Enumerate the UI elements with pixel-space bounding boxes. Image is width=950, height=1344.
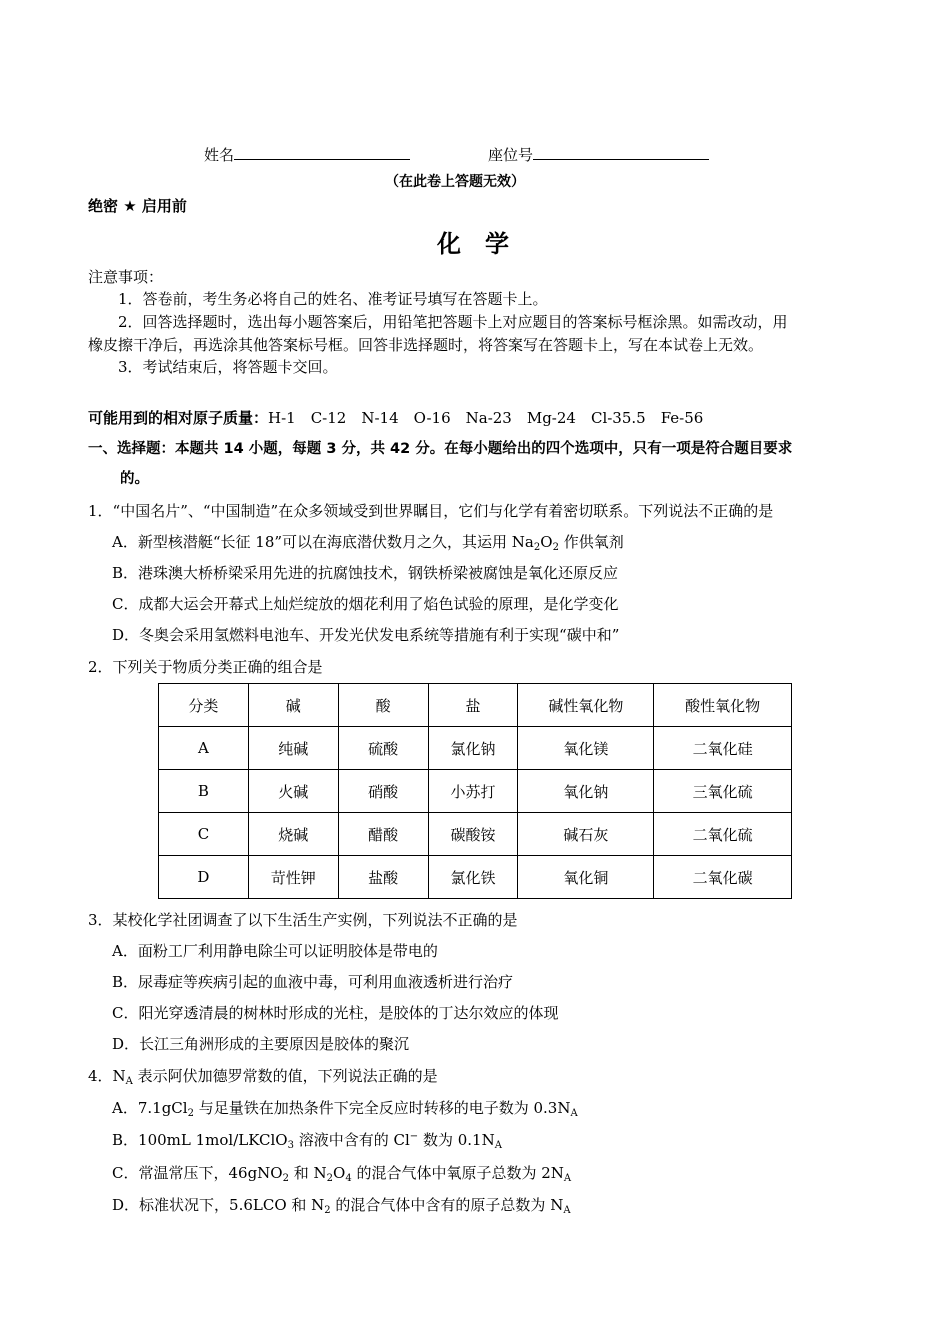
- table-cell: 醋酸: [338, 813, 428, 856]
- note-item-2-cont: 橡皮擦干净后，再选涂其他答案标号框。回答非选择题时，将答案写在答题卡上，写在本试卷上无效。: [88, 336, 764, 354]
- q1-option-d: D．冬奥会采用氢燃料电池车、开发光伏发电系统等措施有利于实现“碳中和”: [112, 626, 620, 644]
- table-cell: 苛性钾: [248, 856, 338, 899]
- name-label: 姓名: [204, 146, 235, 164]
- name-field: [204, 145, 410, 163]
- table-cell: 烧碱: [248, 813, 338, 856]
- classification-table: [158, 683, 792, 899]
- table-header-cell: 分类: [159, 684, 249, 727]
- seat-blank: [533, 145, 709, 160]
- table-cell: 碱石灰: [518, 813, 654, 856]
- table-header-cell: 酸性氧化物: [654, 684, 792, 727]
- q3-stem: 3．某校化学社团调查了以下生活生产实例，下列说法不正确的是: [88, 911, 518, 929]
- table-cell: 氯化钠: [428, 727, 518, 770]
- table-cell: 小苏打: [428, 770, 518, 813]
- secret-label: 绝密 ★ 启用前: [88, 197, 187, 215]
- q4-option-a: A．7.1gCl$_2$ 与足量铁在加热条件下完全反应时转移的电子数为 $0.3N_A$: [112, 1099, 578, 1119]
- table-cell: 氧化铜: [518, 856, 654, 899]
- subject-title: 化 学: [437, 230, 509, 258]
- q1-option-c: C．成都大运会开幕式上灿烂绽放的烟花利用了焰色试验的原理，是化学变化: [112, 595, 619, 613]
- atomic-masses-label: 可能用到的相对原子质量：: [88, 409, 269, 427]
- table-row: [159, 856, 792, 899]
- q4-stem: 4．$N_A$ 表示阿伏加德罗常数的值，下列说法正确的是: [88, 1067, 438, 1087]
- table-cell: 硝酸: [338, 770, 428, 813]
- table-header-cell: 酸: [338, 684, 428, 727]
- name-blank: [234, 145, 410, 160]
- q1-option-a: A．新型核潜艇“长征 18”可以在海底潜伏数月之久，其运用 $Na_2O_2$ 作供氧剂: [112, 533, 624, 553]
- table-cell: A: [159, 727, 249, 770]
- note-item-2: 2．回答选择题时，选出每小题答案后，用铅笔把答题卡上对应题目的答案标号框涂黑。如需改动，用: [118, 313, 788, 331]
- q3-option-d: D．长江三角洲形成的主要原因是胶体的聚沉: [112, 1035, 410, 1053]
- section1-title-cont: 的。: [120, 471, 149, 487]
- table-header-cell: 盐: [428, 684, 518, 727]
- table-cell: C: [159, 813, 249, 856]
- seat-field: [488, 145, 709, 163]
- table-cell: 二氧化硅: [654, 727, 792, 770]
- invalid-note: （在此卷上答题无效）: [385, 174, 525, 190]
- table-cell: 三氧化硫: [654, 770, 792, 813]
- table-header-row: [159, 684, 792, 727]
- table-cell: B: [159, 770, 249, 813]
- table-row: [159, 770, 792, 813]
- note-item-3: 3．考试结束后，将答题卡交回。: [118, 358, 338, 376]
- q3-option-b: B．尿毒症等疾病引起的血液中毒，可利用血液透析进行治疗: [112, 973, 514, 991]
- table-cell: 氧化镁: [518, 727, 654, 770]
- atomic-masses: [88, 411, 703, 426]
- q1-option-b: B．港珠澳大桥桥梁采用先进的抗腐蚀技术，钢铁桥梁被腐蚀是氧化还原反应: [112, 564, 619, 582]
- table-cell: 碳酸铵: [428, 813, 518, 856]
- table-cell: 氧化钠: [518, 770, 654, 813]
- q4-option-d: D．标准状况下，5.6LCO 和 $N_2$ 的混合气体中含有的原子总数为 $N_A$: [112, 1196, 571, 1216]
- note-item-1: 1．答卷前，考生务必将自己的姓名、准考证号填写在答题卡上。: [118, 290, 548, 308]
- table-cell: 火碱: [248, 770, 338, 813]
- q4-option-c: C．常温常压下，46gNO$_2$ 和 $N_2O_4$ 的混合气体中氧原子总数为 $2N_A$: [112, 1164, 572, 1184]
- atomic-masses-values: H-1 C-12 N-14 O-16 Na-23 Mg-24 Cl-35.5 Fe-56: [268, 409, 704, 427]
- seat-label: 座位号: [488, 146, 534, 164]
- table-cell: 二氧化硫: [654, 813, 792, 856]
- table-cell: 盐酸: [338, 856, 428, 899]
- table-header-cell: 碱: [248, 684, 338, 727]
- q2-stem: 2．下列关于物质分类正确的组合是: [88, 658, 323, 676]
- table-row: [159, 727, 792, 770]
- table-cell: 二氧化碳: [654, 856, 792, 899]
- table-cell: 纯碱: [248, 727, 338, 770]
- table-cell: 氯化铁: [428, 856, 518, 899]
- table-cell: D: [159, 856, 249, 899]
- q1-stem: 1．“中国名片”、“中国制造”在众多领域受到世界瞩目，它们与化学有着密切联系。下列说法不正确的是: [88, 502, 774, 520]
- section1-title: 一、选择题：本题共 14 小题，每题 3 分，共 42 分。在每小题给出的四个选项中，只有一项是符合题目要求: [88, 441, 793, 457]
- table-row: [159, 813, 792, 856]
- table-header-cell: 碱性氧化物: [518, 684, 654, 727]
- q4-option-b: B．100mL 1mol/LKClO$_3$ 溶液中含有的 Cl− 数为 $0.1N_A$: [112, 1131, 502, 1151]
- table-cell: 硫酸: [338, 727, 428, 770]
- q3-option-c: C．阳光穿透清晨的树林时形成的光柱，是胶体的丁达尔效应的体现: [112, 1004, 559, 1022]
- notes-title: 注意事项：: [88, 268, 164, 286]
- q3-option-a: A．面粉工厂利用静电除尘可以证明胶体是带电的: [112, 942, 438, 960]
